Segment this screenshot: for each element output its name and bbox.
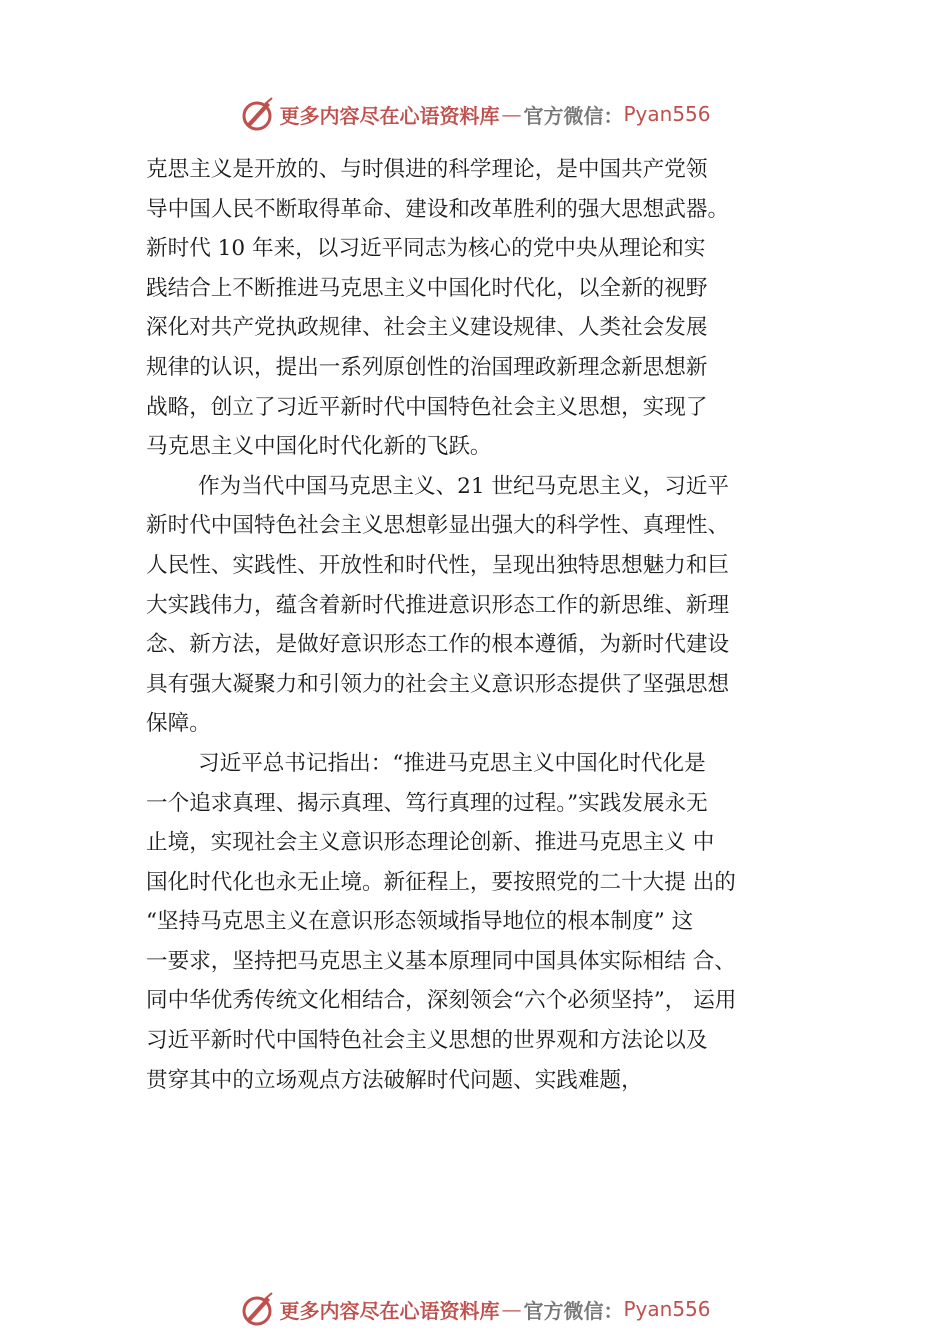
text-line: 新时代 10 年来，以习近平同志为核心的党中央从理论和实 — [146, 236, 706, 262]
text-line: 贯穿其中的立场观点方法破解时代问题、实践难题， — [146, 1067, 643, 1093]
banner-wechat-label: 官方微信： — [523, 1298, 624, 1323]
pen-logo-icon — [239, 96, 275, 132]
text-line: 一要求，坚持把马克思主义基本原理同中国具体实际相结 合、 — [146, 948, 736, 974]
header-banner — [0, 94, 950, 134]
text-line: 克思主义是开放的、与时俱进的科学理论，是中国共产党领 — [146, 157, 708, 182]
text-line: 国化时代化也永无止境。新征程上，要按照党的二十大提 出的 — [146, 869, 736, 895]
banner-wechat-id: Pyan556 — [623, 1297, 711, 1321]
banner-title: 更多内容尽在心语资料库 — [279, 103, 500, 128]
text-line: 新时代中国特色社会主义思想彰显出强大的科学性、真理性、 — [146, 513, 730, 539]
text-line: 马克思主义中国化时代化新的飞跃。 — [146, 434, 492, 460]
text-line: “坚持马克思主义在意识形态领域指导地位的根本制度” 这 — [146, 909, 694, 935]
paragraph-start-line: 习近平总书记指出：“推进马克思主义中国化时代化是 — [198, 750, 706, 776]
text-line: 保障。 — [146, 711, 211, 737]
text-line: 践结合上不断推进马克思主义中国化时代化，以全新的视野 — [146, 275, 708, 301]
banner-wechat-label: 官方微信： — [523, 103, 624, 128]
banner-wechat-id: Pyan556 — [623, 102, 711, 126]
text-line: 具有强大凝聚力和引领力的社会主义意识形态提供了坚强思想 — [146, 671, 730, 697]
text-line: 一个追求真理、揭示真理、笃行真理的过程。”实践发展永无 — [146, 790, 708, 816]
banner-dash: — — [501, 102, 522, 126]
text-line: 同中华优秀传统文化相结合，深刻领会“六个必须坚持”， 运用 — [146, 988, 737, 1014]
banner-title: 更多内容尽在心语资料库 — [279, 1298, 500, 1323]
text-line: 导中国人民不断取得革命、建设和改革胜利的强大思想武器。 — [146, 196, 730, 222]
text-line: 人民性、实践性、开放性和时代性，呈现出独特思想魅力和巨 — [146, 552, 730, 578]
text-line: 战略，创立了习近平新时代中国特色社会主义思想，实现了 — [146, 394, 708, 420]
text-line: 止境，实现社会主义意识形态理论创新、推进马克思主义 中 — [146, 830, 715, 856]
paragraph-start-line: 作为当代中国马克思主义、21 世纪马克思主义，习近平 — [198, 473, 729, 499]
pen-logo-icon — [239, 1291, 275, 1327]
footer-banner — [0, 1289, 950, 1329]
text-line: 大实践伟力，蕴含着新时代推进意识形态工作的新思维、新理 — [146, 592, 730, 618]
text-line: 规律的认识，提出一系列原创性的治国理政新理念新思想新 — [146, 354, 708, 380]
text-line: 念、新方法，是做好意识形态工作的根本遵循，为新时代建设 — [146, 632, 730, 658]
text-line: 深化对共产党执政规律、社会主义建设规律、人类社会发展 — [146, 315, 708, 341]
banner-dash: — — [501, 1297, 522, 1321]
text-line: 习近平新时代中国特色社会主义思想的世界观和方法论以及 — [146, 1028, 708, 1054]
document-body — [146, 150, 836, 1100]
